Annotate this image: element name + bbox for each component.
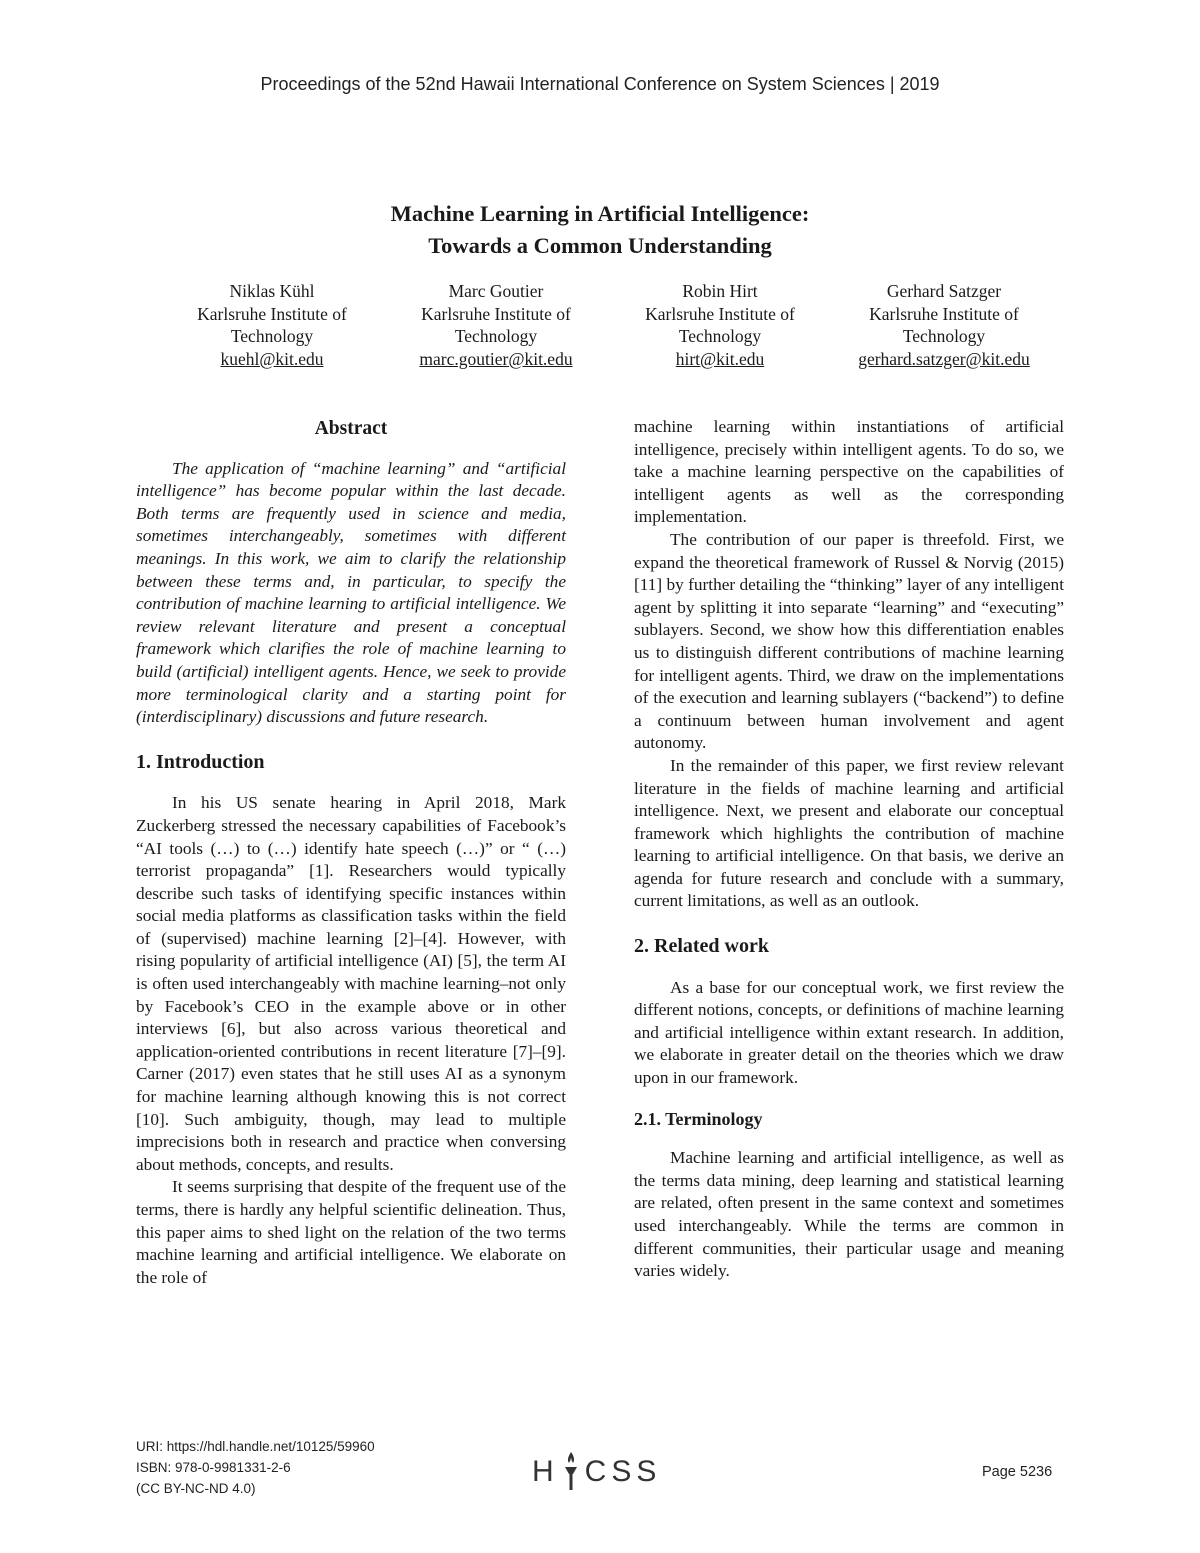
paper-title-line-1: Machine Learning in Artificial Intelligence: — [390, 201, 810, 226]
terminology-paragraph-1: Machine learning and artificial intelligence, as well as the terms data mining, deep learning and statistical learning are related, often present in the same context and sometimes used interchangeably. While the terms are common in different communities, their particular usage and meaning varies widely. — [634, 1148, 1064, 1281]
footer-license: (CC BY-NC-ND 4.0) — [136, 1481, 256, 1496]
footer-isbn: ISBN: 978-0-9981331-2-6 — [136, 1460, 291, 1475]
intro-paragraph-1: In his US senate hearing in April 2018, Mark Zuckerberg stressed the necessary capabilities of Facebook’s “AI tools (…) to (…) identify hate speech (…)” or “ (…) terrorist propaganda” [1]. Researchers would typically describe such tasks of identifying specific instances within social media platforms as classification tasks within the field of (supervised) machine learning [2]–[4]. However, with rising popularity of artificial intelligence (AI) [5], the term AI is often used interchangeably with machine learning–not only by Facebook’s CEO in the example above or in other interviews [6], but also across various theoretical and application-oriented contributions in recent literature [7]–[9]. Carner (2017) even states that he still uses AI as a synonym for machine learning although knowing this is not correct [10]. Such ambiguity, though, may lead to multiple imprecisions both in research and practice when conversing about methods, concepts, and results. — [136, 793, 566, 1174]
author-affiliation: Karlsruhe Institute of — [869, 303, 1019, 324]
page-number: Page 5236 — [982, 1464, 1053, 1480]
author-affiliation: Technology — [230, 326, 314, 346]
author-email-link[interactable]: hirt@kit.edu — [675, 348, 765, 369]
logo-text-left: H — [532, 1455, 559, 1488]
footer-metadata — [136, 1436, 375, 1499]
intro-paragraph-3: The contribution of our paper is threefold. First, we expand the theoretical framework of Russel & Norvig (2015) [11] by further detailing the “thinking” layer of any intelligent agent by splitting it into separate “learning” and “executing” sublayers. Second, we show how this differentiation enables us to distinguish different contributions of machine learning for intelligent agents. Third, we draw on the implementations of the execution and learning sublayers (“backend”) to define a continuum between human involvement and agent autonomy. — [634, 529, 1064, 753]
author-4 — [832, 280, 1056, 370]
abstract-text: The application of “machine learning” and “artificial intelligence” has become popular within the last decade. Both terms are frequently used in science and media, sometimes interchangeably, sometimes with different meanings. In this work, we aim to clarify the relationship between these terms and, in particular, to specify the contribution of machine learning to artificial intelligence. We review relevant literature and present a conceptual framework which clarifies the role of machine learning to build (artificial) intelligent agents. Hence, we seek to provide more terminological clarity and a starting point for (interdisciplinary) discussions and future research. — [136, 458, 566, 727]
author-2 — [384, 280, 608, 370]
author-name: Niklas Kühl — [229, 281, 315, 301]
author-affiliation: Karlsruhe Institute of — [645, 303, 795, 324]
author-email-link[interactable]: marc.goutier@kit.edu — [419, 348, 573, 369]
related-work-paragraph-1: As a base for our conceptual work, we first review the different notions, concepts, or definitions of machine learning and artificial intelligence within extant research. In addition, we elaborate in greater detail on the theories which we draw upon in our framework. — [634, 977, 1064, 1088]
author-1 — [160, 280, 384, 370]
author-email-link[interactable]: kuehl@kit.edu — [220, 348, 324, 369]
section-1-heading: 1. Introduction — [136, 750, 265, 773]
intro-paragraph-2-continued: machine learning within instantiations of artificial intelligence, precisely within intelligent agents. To do so, we take a machine learning perspective on the capabilities of intelligent agents as well as the corresponding implementation. — [634, 417, 1064, 527]
author-name: Gerhard Satzger — [886, 281, 1002, 301]
paper-title — [0, 198, 1200, 262]
author-affiliation: Technology — [678, 326, 762, 346]
author-affiliation: Technology — [454, 326, 538, 346]
intro-paragraph-4: In the remainder of this paper, we first review relevant literature in the fields of machine learning and artificial intelligence. Next, we present and elaborate our conceptual framework which highlights the contribution of machine learning to artificial intelligence. On that basis, we derive an agenda for future research and conclude with a summary, current limitations, as well as an outlook. — [634, 755, 1064, 911]
author-block — [160, 280, 1056, 370]
logo-text-right: CSS — [584, 1455, 662, 1488]
subsection-2-1-heading: 2.1. Terminology — [634, 1108, 763, 1129]
hicss-logo — [532, 1449, 661, 1495]
intro-paragraph-2: It seems surprising that despite of the frequent use of the terms, there is hardly any helpful scientific delineation. Thus, this paper aims to shed light on the relation of the two terms machine learning and artificial intelligence. We elaborate on the role of — [136, 1177, 566, 1287]
torch-icon — [561, 1450, 581, 1494]
paper-title-line-2: Towards a Common Understanding — [428, 233, 772, 258]
section-2-heading: 2. Related work — [634, 935, 769, 958]
author-name: Robin Hirt — [682, 281, 758, 301]
proceedings-header: Proceedings of the 52nd Hawaii International Conference on System Sciences | 2019 — [260, 74, 940, 94]
abstract-heading: Abstract — [314, 418, 388, 439]
abstract — [136, 458, 566, 729]
author-affiliation: Karlsruhe Institute of — [421, 303, 571, 324]
left-column — [136, 416, 566, 1289]
author-affiliation: Technology — [902, 326, 986, 346]
right-column — [634, 416, 1064, 1283]
author-affiliation: Karlsruhe Institute of — [197, 303, 347, 324]
author-email-link[interactable]: gerhard.satzger@kit.edu — [858, 348, 1030, 369]
footer-url-link[interactable]: URI: https://hdl.handle.net/10125/59960 — [136, 1439, 375, 1454]
author-name: Marc Goutier — [448, 281, 544, 301]
author-3 — [608, 280, 832, 370]
